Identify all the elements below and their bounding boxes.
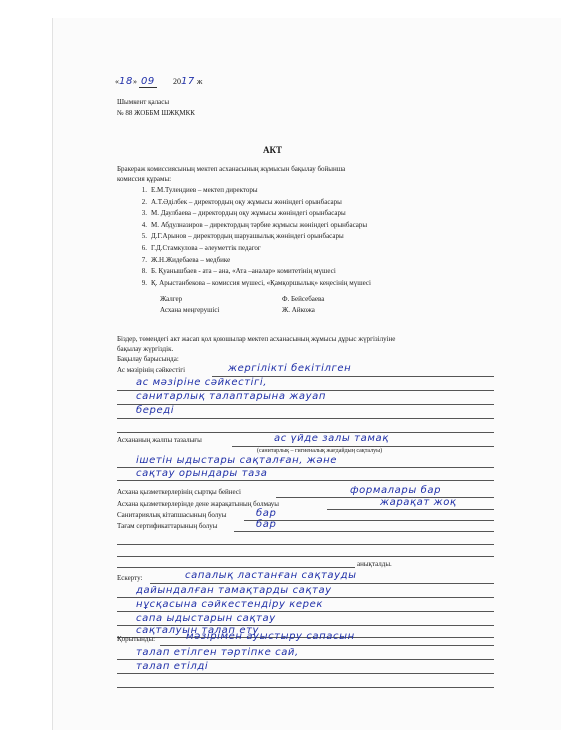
found-rule [117,567,355,568]
sanitary-label: Санитариялық кітапшасының болуы [117,511,227,519]
body-line-1: Біздер, төмендегі акт жасап қол қоюшылар мектеп асханасының жұмысы дұрыс жүргізілуіне [117,335,396,343]
date-line [115,77,202,88]
remarks-handwriting: сапа ыдыстарын сақтау [136,613,276,624]
injury-rule [327,509,494,510]
body-line-3: Бақылау барысында: [117,355,179,363]
intro-line-1: Бракераж комиссиясының мектеп асханасының жұмысын бақылау бойынша [117,165,346,173]
blank-rule [117,544,494,545]
member-item: 2. А.Т.Әділбек – директордың оқу жұмысы жөніндегі орынбасары [141,197,342,206]
conclusion-rule [117,687,494,688]
menu-label: Ас мәзірінің сәйкестігі [117,366,186,374]
sanitary-handwriting: бар [256,508,277,519]
remarks-label: Ескерту: [117,574,143,582]
menu-handwriting: ас мәзіріне сәйкестігі, [136,377,268,388]
member-item: 7. Ж.Н.Жидебаева – медбике [141,255,231,264]
staff-name: Ж. Айкожа [282,306,315,314]
remarks-handwriting: сапалық ластанған сақтауды [185,570,357,581]
cert-handwriting: бар [256,519,277,530]
staff-role: Асхана меңгерушісі [160,306,220,314]
menu-handwriting: санитарлық талаптарына жауап [136,391,327,402]
staff-name: Ф. Бейсебаева [282,295,325,303]
member-item: 4. М. Абдулназиров – директордың тәрбие жұмысы жөніндегі орынбасары [141,220,368,229]
menu-handwriting: жергілікті бекітілген [228,363,352,374]
menu-rule [117,418,494,419]
blank-rule [117,556,494,557]
date-year-suffix: 17 [180,76,195,87]
clean-handwriting: ас үйде залы тамақ [274,433,389,444]
remarks-handwriting: нұсқасына сәйкестендіру керек [136,599,323,610]
clean-rule [117,480,494,481]
date-month-value: 09 [140,76,155,87]
injury-label: Асхана қызметкерлерінде дене жарақатының болмауы [117,500,279,508]
member-item: 9. Қ. Арыстанбекова – комиссия мүшесі, «Қамқоршылық» кеңесінің мүшесі [141,278,371,287]
menu-handwriting: береді [136,405,175,416]
found-label: анықталды. [357,560,392,568]
sanitary-rule [244,520,494,521]
date-close-quote: » [132,77,137,86]
page-title: АКТ [263,145,283,155]
member-item: 1. Е.М.Тулендиев – мектеп директоры [141,186,258,194]
clean-handwriting: сақтау орындары таза [136,468,268,479]
city-label: Шымкент қаласы [117,98,170,106]
clean-label: Асхананың жалпы тазалығы [117,436,202,444]
date-day: 18 [119,76,133,87]
body-line-2: бақылау жүргіздік. [117,345,174,353]
conclusion-label: Қорытынды: [117,635,156,643]
cert-label: Тағам сертификаттарының болуы [117,522,218,530]
injury-handwriting: жарақат жоқ [380,497,457,508]
member-list [135,186,371,290]
remarks-handwriting: сақталуын талап ету [136,625,260,636]
conclusion-handwriting: мәзірімен ауыстыру сапасын [186,631,355,642]
remarks-handwriting: дайындалған тамақтарды сақтау [136,585,332,596]
date-month [139,77,157,88]
date-year-unit: ж [196,77,203,86]
staff-role: Жалгер [160,295,183,303]
cert-rule [234,531,494,532]
conclusion-rule [117,659,494,660]
appearance-label: Асхана қызметкерлерінің сыртқы бейнесі [117,488,241,496]
member-item: 3. М. Даулбаева – директордың оқу жұмысы жөніндегі орынбасары [141,209,346,218]
school-label: № 88 ЖОББМ ШЖҚМКК [117,109,195,117]
member-item: 5. Д.Г.Арынов – директордың шаруашылық жөніндегі орынбасары [141,232,344,241]
date-year-prefix: 20 [172,77,181,86]
remarks-rule [117,597,494,598]
remarks-rule [117,611,494,612]
intro-line-2: комиссия құрамы: [117,175,172,183]
appearance-handwriting: формалары бар [350,485,442,496]
clean-note: (санитарлық – гигиеналық жағдайдың сақталуы) [257,448,383,454]
member-item: 8. Б. Қуанышбаев - ата – ана, «Ата –аналар» комитетінің мүшесі [141,267,336,276]
conclusion-handwriting: талап етілді [136,661,209,672]
conclusion-rule [160,645,494,646]
clean-handwriting: ішетін ыдыстары сақталған, және [136,455,338,466]
conclusion-rule [117,673,494,674]
date-open-quote: « [115,77,119,86]
conclusion-handwriting: талап етілген тәртіпке сай, [136,647,299,658]
remarks-rule [150,583,494,584]
member-item: 6. Г.Д.Стамкулова – әлеуметтік педагог [141,243,261,252]
